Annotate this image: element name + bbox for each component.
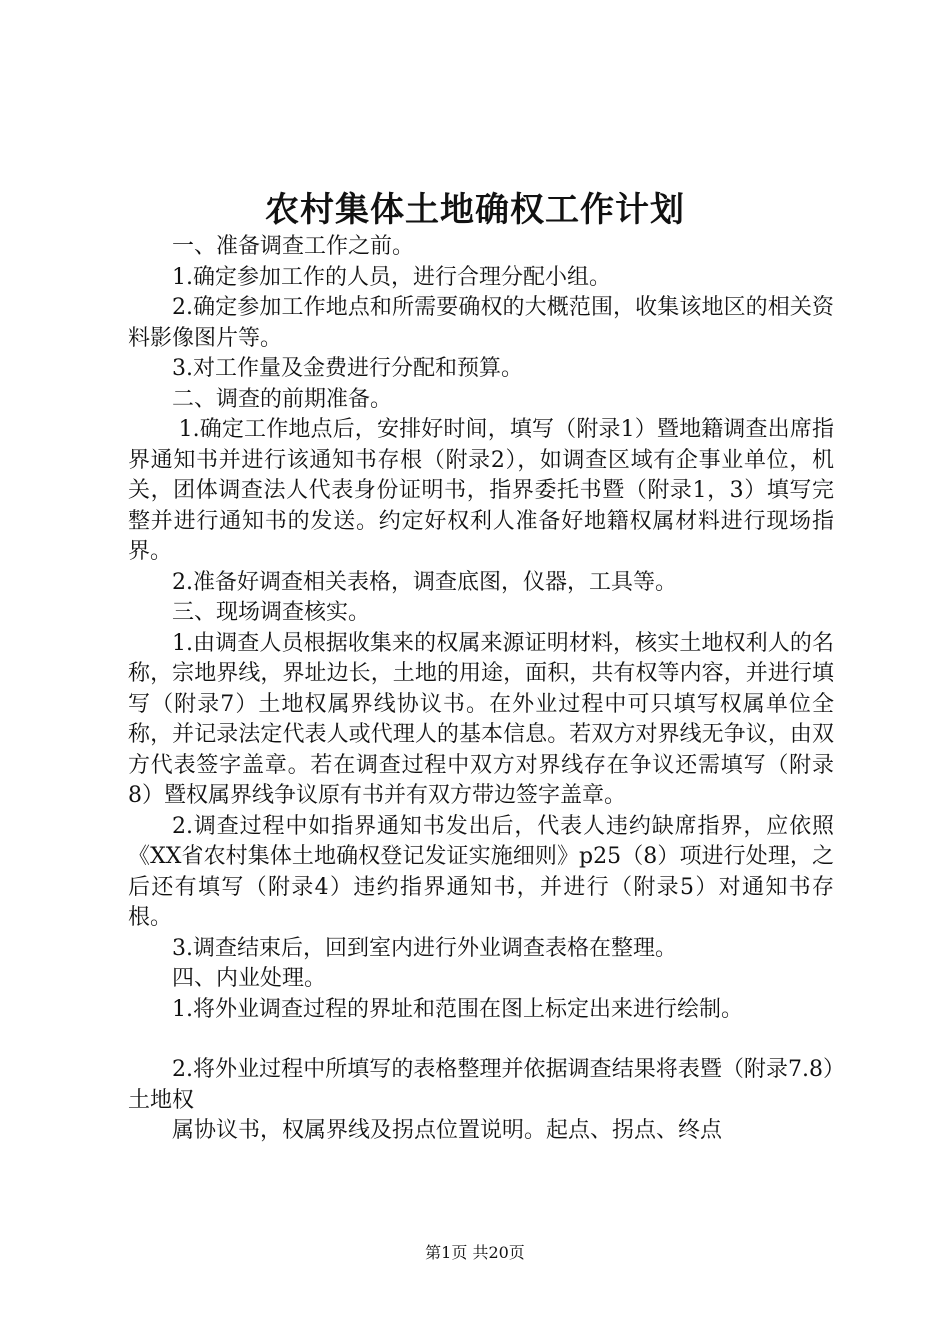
section-heading: 四、内业处理。 [172, 966, 327, 991]
paragraph: 2.将外业过程中所填写的表格整理并依据调查结果将表暨（附录7.8）土地权 [128, 1057, 834, 1113]
paragraph: 1.确定参加工作的人员，进行合理分配小组。 [172, 264, 611, 290]
section-heading: 三、现场调查核实。 [172, 600, 371, 625]
paragraph: 1.由调查人员根据收集来的权属来源证明材料，核实土地权利人的名称，宗地界线，界址边长，土地的用途，面积，共有权等内容，并进行填写（附录7）土地权属界线协议书。在外业过程中可只填写权属单位全称，并记录法定代表人或代理人的基本信息。若双方对界线无争议，由双方代表签字盖章。若在调查过程中双方对界线存在争议还需填写（附录8）暨权属界线争议原有书并有双方带边签字盖章。 [128, 630, 834, 808]
document-body [128, 232, 834, 1147]
paragraph: 2.准备好调查相关表格，调查底图，仪器，工具等。 [172, 569, 677, 595]
paragraph: 1.确定工作地点后，安排好时间，填写（附录1）暨地籍调查出席指界通知书并进行该通知书存根（附录2），如调查区域有企事业单位，机关，团体调查法人代表身份证明书，指界委托书暨（附录1，3）填写完整并进行通知书的发送。约定好权利人准备好地籍权属材料进行现场指界。 [128, 417, 834, 564]
paragraph: 3.调查结束后，回到室内进行外业调查表格在整理。 [172, 935, 677, 961]
section-heading: 一、准备调查工作之前。 [172, 234, 415, 259]
paragraph: 3.对工作量及金费进行分配和预算。 [172, 356, 523, 381]
paragraph: 属协议书，权属界线及拐点位置说明。起点、拐点、终点 [172, 1118, 723, 1143]
paragraph: 2.调查过程中如指界通知书发出后，代表人违约缺席指界，应依照《XX省农村集体土地确权登记发证实施细则》p25（8）项进行处理，之后还有填写（附录4）违约指界通知书，并进行（附录5）对通知书存根。 [128, 813, 834, 930]
document-title: 农村集体土地确权工作计划 [265, 190, 685, 230]
paragraph: 1.将外业调查过程的界址和范围在图上标定出来进行绘制。 [172, 996, 743, 1022]
section-heading: 二、调查的前期准备。 [172, 386, 393, 412]
paragraph: 2.确定参加工作地点和所需要确权的大概范围，收集该地区的相关资料影像图片等。 [128, 295, 834, 351]
page-number-footer: 第1页 共20页 [425, 1243, 525, 1262]
